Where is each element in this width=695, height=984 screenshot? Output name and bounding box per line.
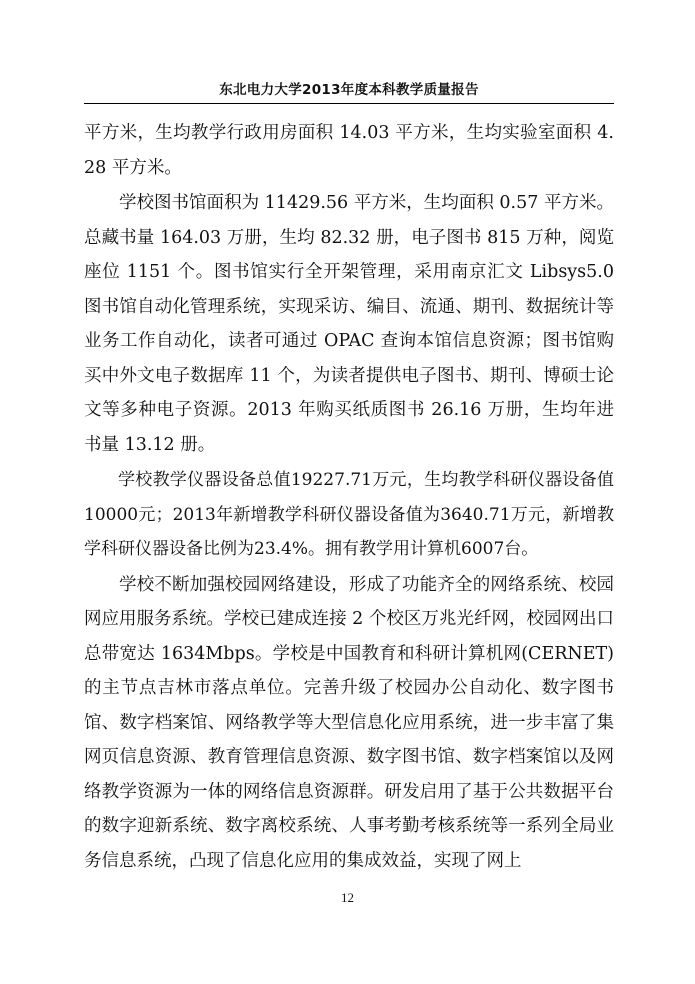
paragraph-space-area-continued: 平方米，生均教学行政用房面积 14.03 平方米，生均实验室面积 4.28 平方米。 xyxy=(84,123,614,178)
page-number: 12 xyxy=(341,890,354,905)
paragraph-library: 学校图书馆面积为 11429.56 平方米，生均面积 0.57 平方米。总藏书量 164.03 万册，生均 82.32 册，电子图书 815 万种，阅览座位 1151 个。图书馆实行全开架管理，采用南京汇文 Libsys5.0 图书馆自动化管理系统，实现采访、编目、流通、期刊、数据统计等业务工作自动化，读者可通过 OPAC 查询本馆信息资源；图书馆购买中外文电子数据库 11 个，为读者提供电子图书、期刊、博硕士论文等多种电子资源。2013 年购买纸质图书 26.16 万册，生均年进书量 13.12 册。 xyxy=(84,193,614,455)
paragraph-campus-network: 学校不断加强校园网络建设，形成了功能齐全的网络系统、校园网应用服务系统。学校已建成连接 2 个校区万兆光纤网，校园网出口总带宽达 1634Mbps。学校是中国教育和科研计算机网(CERNET)的主节点吉林市落点单位。完善升级了校园办公自动化、数字图书馆、数字档案馆、网络教学等大型信息化应用系统，进一步丰富了集网页信息资源、教育管理信息资源、数字图书馆、数字档案馆以及网络教学资源为一体的网络信息资源群。研发启用了基于公共数据平台的数字迎新系统、数字离校系统、人事考勤考核系统等一系列全局业务信息系统，凸现了信息化应用的集成效益，实现了网上 xyxy=(84,574,614,871)
body-text xyxy=(84,116,614,878)
page-header-title: 东北电力大学2013年度本科教学质量报告 xyxy=(219,82,479,98)
paragraph-equipment: 学校教学仪器设备总值19227.71万元，生均教学科研仪器设备值10000元；2013年新增教学科研仪器设备值为3640.71万元，新增教学科研仪器设备比例为23.4%。拥有教学用计算机6007台。 xyxy=(84,470,614,559)
header-rule xyxy=(84,103,614,104)
